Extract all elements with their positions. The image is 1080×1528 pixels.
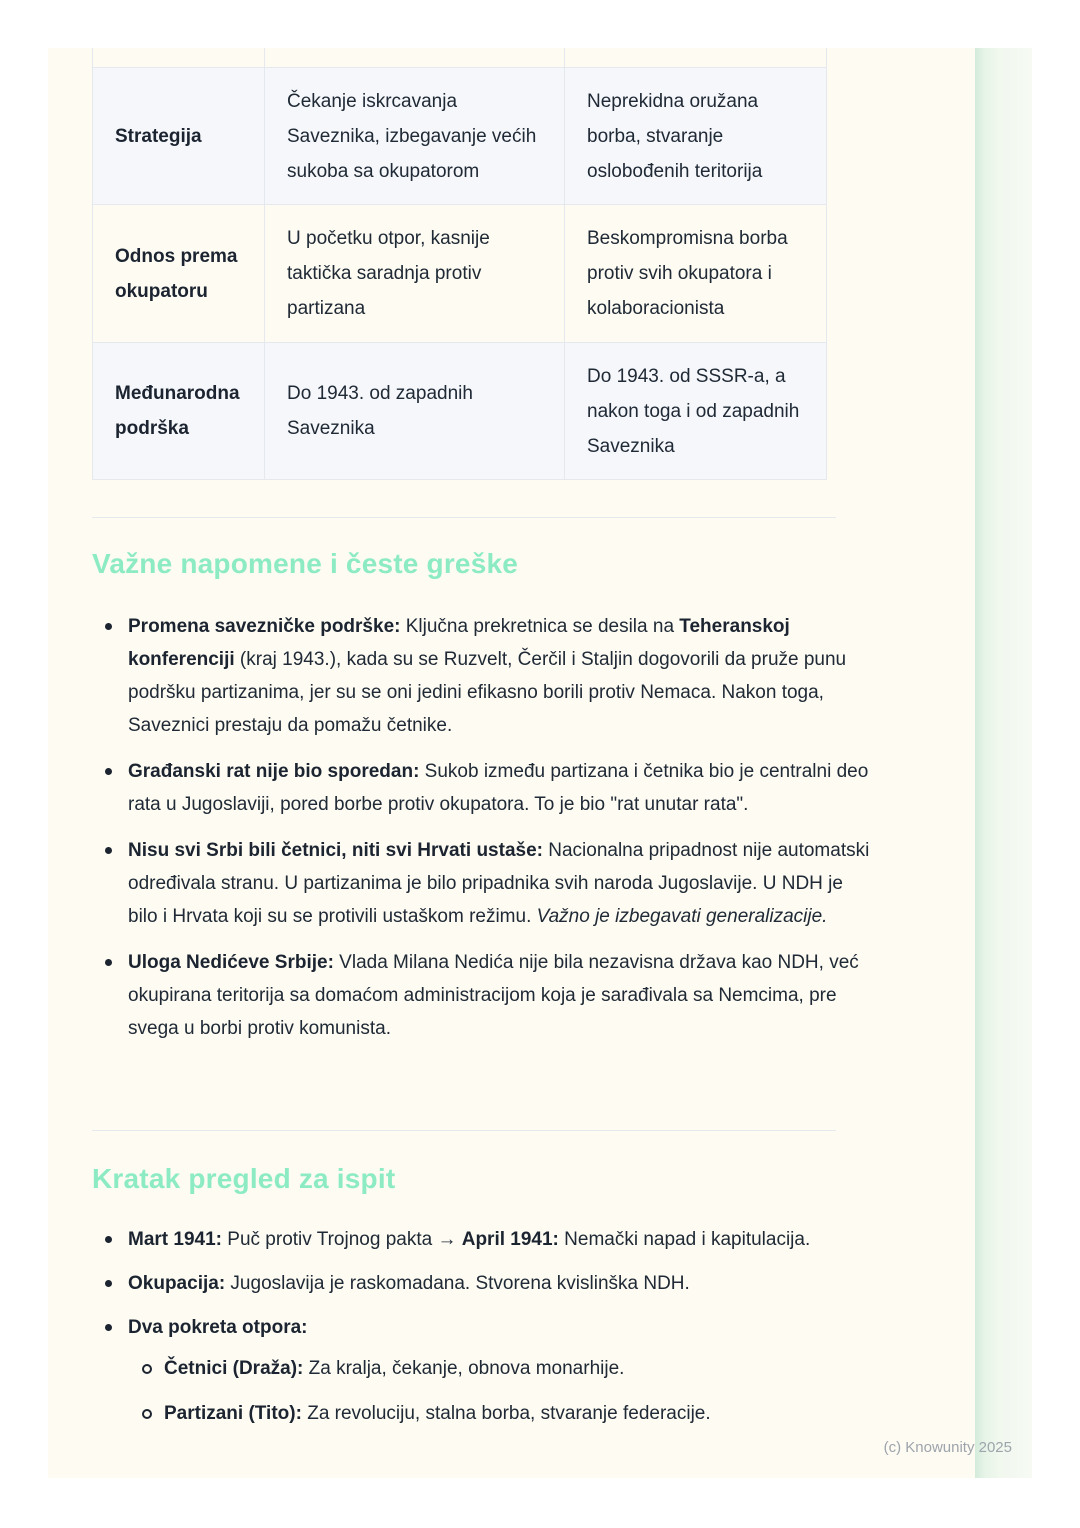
document-page [48,48,1032,1478]
list-item [128,1223,872,1256]
list-item [128,1267,872,1300]
bullet-text: Nemački napad i kapitulacija. [558,1229,811,1250]
table-cell [565,68,827,205]
table-cell [265,205,565,343]
watermark: (c) Knowunity 2025 [883,1439,1012,1456]
table-cell-text: Do 1943. od SSSR-a, a nakon toga i od zapadnih Saveznika [587,365,800,457]
section-heading-notes: Važne napomene i česte greške [92,548,519,579]
table-cell-text: Beskompromisna borba protiv svih okupatora i kolaboracionista [587,228,788,319]
bullet-text: Vlada Milana Nedića nije bila nezavisna država kao NDH, već okupirana teritorija sa domaćom administracijom koja je sarađivala sa Nemcima, pre svega u borbi protiv komunista. [128,952,859,1039]
bullet-text: Jugoslavija je raskomadana. Stvorena kvislinška NDH. [225,1273,690,1294]
bullet-lead-label: Nisu svi Srbi bili četnici, niti svi Hrvati ustaše: [128,840,543,861]
bullet-text: Puč protiv Trojnog pakta → [222,1229,462,1250]
sub-bullet-list [128,1352,872,1430]
table-cell-text: U početku otpor, kasnije taktička saradnja protiv partizana [287,228,490,319]
bullet-lead-label: Mart 1941: [128,1229,222,1250]
table-cell [565,205,827,343]
sub-list-item [164,1397,872,1430]
table-cell [265,343,565,480]
sub-list-item [164,1352,872,1385]
review-bullet-list [92,1223,872,1442]
list-item [128,610,872,742]
notes-bullet-list [92,610,872,1058]
bullet-lead-label: Okupacija: [128,1273,226,1294]
table-cell [265,68,565,205]
table-cell-text: Čekanje iskrcavanja Saveznika, izbegavanje većih sukoba sa okupatorom [287,90,537,182]
section-divider [92,517,836,518]
table-cell-cutoff [265,48,565,68]
bullet-lead-label: Građanski rat nije bio sporedan: [128,761,420,782]
section-heading-review: Kratak pregled za ispit [92,1163,396,1194]
bullet-italic-note: Važno je izbegavati generalizacije. [536,906,828,927]
list-item [128,1311,872,1430]
bullet-lead-label: Četnici (Draža): [164,1358,304,1379]
table-cell-text: Neprekidna oružana borba, stvaranje oslobođenih teritorija [587,90,763,182]
bullet-lead-label: Promena savezničke podrške: [128,616,401,637]
list-item [128,755,872,821]
bullet-lead-label: Dva pokreta otpora: [128,1317,308,1338]
bullet-lead-label: Partizani (Tito): [164,1403,302,1424]
section-divider [92,1130,836,1131]
row-label-text: Međunarodna podrška [115,383,240,439]
row-label-text: Odnos prema okupatoru [115,245,238,302]
table-row-label [92,343,265,480]
bullet-bold-text: Teheranskoj konferenciji [128,616,790,670]
bullet-text: Ključna prekretnica se desila na [400,616,680,637]
bullet-text: Sukob između partizana i četnika bio je centralni deo rata u Jugoslaviji, pored borbe protiv okupatora. To je bio "rat unutar rata". [128,761,869,815]
bullet-text: (kraj 1943.), kada su se Ruzvelt, Čerčil i Staljin dogovorili da pruže punu podršku partizanima, jer su se oni jedini efikasno borili protiv Nemaca. Nakon toga, Saveznici prestaju da pomažu četnike. [128,649,847,736]
row-label-text: Strategija [115,125,202,147]
bullet-text: Za kralja, čekanje, obnova monarhije. [303,1358,625,1379]
bullet-lead-label: Uloga Nedićeve Srbije: [128,952,334,973]
list-item [128,946,872,1045]
bullet-text: Nacionalna pripadnost nije automatski određivala stranu. U partizanima je bilo pripadnika svih naroda Jugoslavije. U NDH je bilo i Hrvata koji su se protivili ustaškom režimu. [128,840,870,927]
bullet-bold-text: April 1941: [461,1229,559,1250]
table-cell [565,343,827,480]
table-cell-cutoff [92,48,265,68]
table-cell-text: Do 1943. od zapadnih Saveznika [287,383,473,439]
list-item [128,834,872,933]
table-cell-cutoff [565,48,827,68]
comparison-table [92,48,827,480]
table-row-label [92,68,265,205]
page-accent-strip [975,48,1032,1478]
bullet-text: Za revoluciju, stalna borba, stvaranje federacije. [301,1403,711,1424]
table-row-label [92,205,265,343]
